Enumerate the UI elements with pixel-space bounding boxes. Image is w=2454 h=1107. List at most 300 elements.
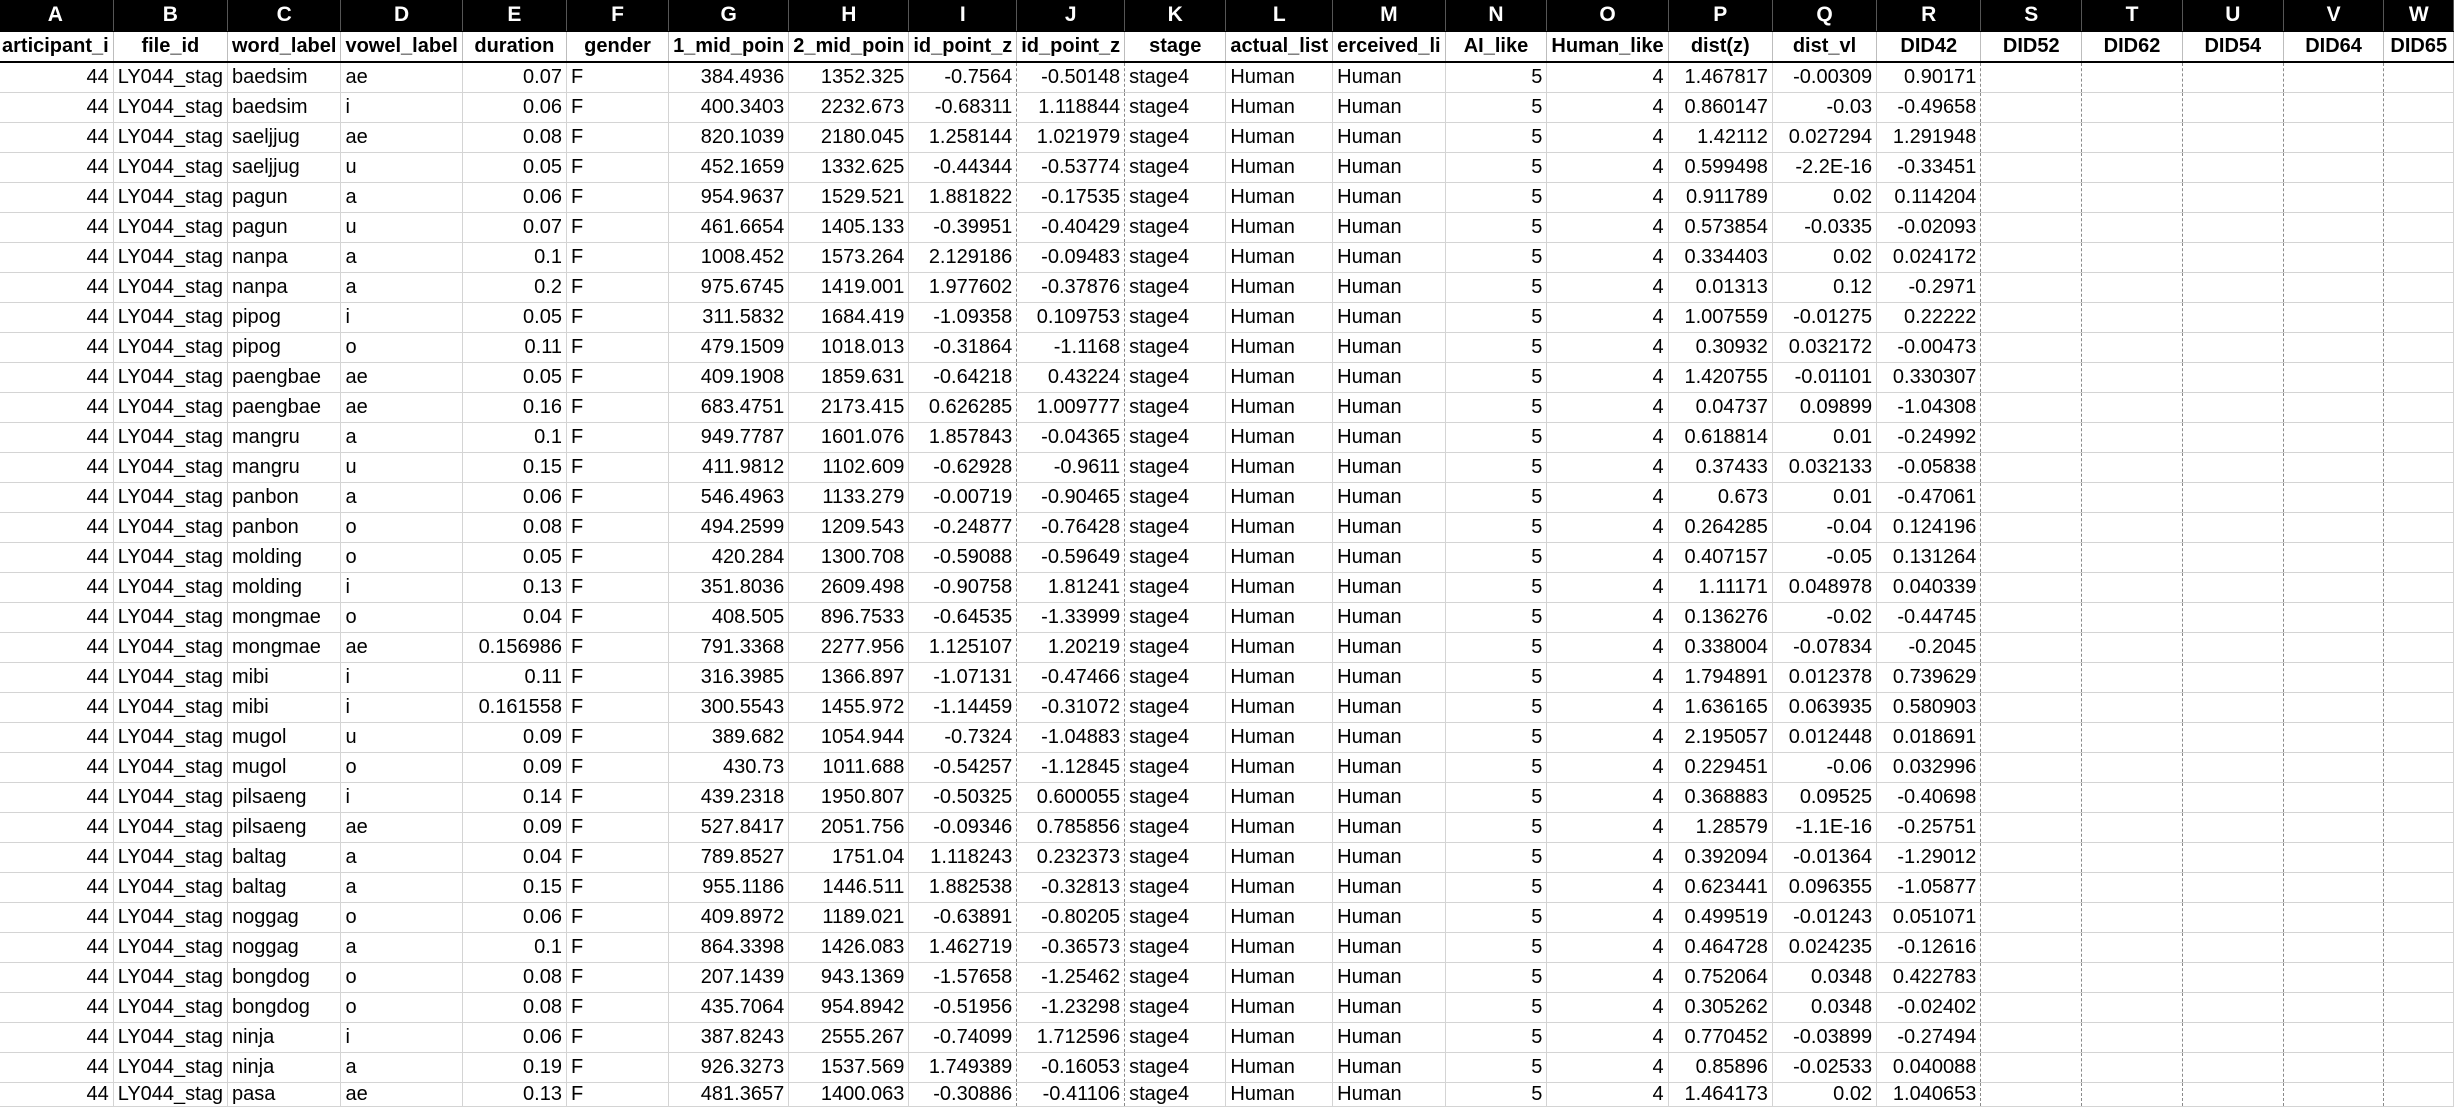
cell[interactable]: 0.785856 — [1017, 812, 1125, 842]
cell[interactable] — [2182, 992, 2283, 1022]
cell[interactable]: LY044_stag — [113, 632, 227, 662]
cell[interactable]: -2.2E-16 — [1772, 152, 1876, 182]
cell[interactable]: 0.770452 — [1668, 1022, 1772, 1052]
cell[interactable]: 0.08 — [462, 512, 566, 542]
cell[interactable]: LY044_stag — [113, 542, 227, 572]
cell[interactable]: 0.02 — [1772, 182, 1876, 212]
cell[interactable]: 1.794891 — [1668, 662, 1772, 692]
cell[interactable]: -0.24877 — [909, 512, 1017, 542]
cell[interactable]: F — [566, 182, 668, 212]
cell[interactable]: Human — [1226, 92, 1333, 122]
cell[interactable]: 409.1908 — [669, 362, 789, 392]
cell[interactable]: Human — [1226, 662, 1333, 692]
cell[interactable] — [2182, 752, 2283, 782]
cell[interactable]: Human — [1333, 632, 1445, 662]
cell[interactable]: 4 — [1547, 602, 1668, 632]
cell[interactable]: -1.12845 — [1017, 752, 1125, 782]
cell[interactable] — [2384, 722, 2454, 752]
cell[interactable]: 0.01 — [1772, 422, 1876, 452]
cell[interactable]: -0.63891 — [909, 902, 1017, 932]
cell[interactable] — [2384, 482, 2454, 512]
cell[interactable]: 5 — [1445, 512, 1547, 542]
cell[interactable] — [1981, 572, 2082, 602]
cell[interactable] — [2283, 1052, 2384, 1082]
cell[interactable]: 5 — [1445, 632, 1547, 662]
cell[interactable]: 5 — [1445, 602, 1547, 632]
cell[interactable]: baedsim — [227, 92, 340, 122]
cell[interactable]: 0.05 — [462, 362, 566, 392]
cell[interactable]: 461.6654 — [669, 212, 789, 242]
cell[interactable]: -1.33999 — [1017, 602, 1125, 632]
cell[interactable]: 955.1186 — [669, 872, 789, 902]
cell[interactable] — [2283, 242, 2384, 272]
cell[interactable]: Human — [1333, 572, 1445, 602]
cell[interactable]: stage4 — [1125, 212, 1226, 242]
cell[interactable]: 1.977602 — [909, 272, 1017, 302]
cell[interactable] — [2283, 782, 2384, 812]
cell[interactable]: -1.14459 — [909, 692, 1017, 722]
cell[interactable]: bongdog — [227, 962, 340, 992]
cell[interactable]: 481.3657 — [669, 1082, 789, 1106]
cell[interactable]: 384.4936 — [669, 62, 789, 92]
cell[interactable]: -0.40429 — [1017, 212, 1125, 242]
cell[interactable]: stage4 — [1125, 752, 1226, 782]
cell[interactable]: LY044_stag — [113, 422, 227, 452]
cell[interactable]: 5 — [1445, 272, 1547, 302]
cell[interactable] — [1981, 662, 2082, 692]
cell[interactable] — [2384, 122, 2454, 152]
cell[interactable]: o — [341, 512, 462, 542]
cell[interactable]: 1.462719 — [909, 932, 1017, 962]
cell[interactable]: Human — [1226, 182, 1333, 212]
cell[interactable]: pilsaeng — [227, 812, 340, 842]
cell[interactable]: -0.02 — [1772, 602, 1876, 632]
cell[interactable]: 2277.956 — [789, 632, 909, 662]
cell[interactable]: o — [341, 992, 462, 1022]
cell[interactable] — [2082, 92, 2183, 122]
cell[interactable]: LY044_stag — [113, 182, 227, 212]
cell[interactable] — [2283, 302, 2384, 332]
header-cell[interactable]: id_point_z — [909, 31, 1017, 62]
cell[interactable]: Human — [1333, 332, 1445, 362]
cell[interactable]: Human — [1226, 452, 1333, 482]
cell[interactable]: F — [566, 692, 668, 722]
cell[interactable]: 0.02 — [1772, 1082, 1876, 1106]
cell[interactable]: bongdog — [227, 992, 340, 1022]
cell[interactable] — [2384, 602, 2454, 632]
cell[interactable]: 5 — [1445, 452, 1547, 482]
cell[interactable]: 5 — [1445, 932, 1547, 962]
column-letter-g[interactable]: G — [669, 0, 789, 31]
cell[interactable]: LY044_stag — [113, 272, 227, 302]
cell[interactable] — [2182, 452, 2283, 482]
header-cell[interactable]: dist_vl — [1772, 31, 1876, 62]
cell[interactable]: 4 — [1547, 392, 1668, 422]
cell[interactable] — [1981, 632, 2082, 662]
cell[interactable]: 0.0348 — [1772, 962, 1876, 992]
cell[interactable]: Human — [1333, 1082, 1445, 1106]
cell[interactable]: -0.49658 — [1877, 92, 1981, 122]
cell[interactable]: 5 — [1445, 1082, 1547, 1106]
cell[interactable]: Human — [1226, 602, 1333, 632]
cell[interactable]: Human — [1226, 542, 1333, 572]
cell[interactable]: -0.64535 — [909, 602, 1017, 632]
cell[interactable]: 1.20219 — [1017, 632, 1125, 662]
cell[interactable] — [2182, 152, 2283, 182]
column-letter-j[interactable]: J — [1017, 0, 1125, 31]
cell[interactable]: 4 — [1547, 902, 1668, 932]
cell[interactable]: 527.8417 — [669, 812, 789, 842]
cell[interactable]: 2609.498 — [789, 572, 909, 602]
cell[interactable]: 5 — [1445, 302, 1547, 332]
cell[interactable] — [1981, 302, 2082, 332]
cell[interactable] — [2182, 332, 2283, 362]
cell[interactable]: 4 — [1547, 272, 1668, 302]
cell[interactable]: i — [341, 1022, 462, 1052]
cell[interactable]: 0.1 — [462, 932, 566, 962]
cell[interactable]: -0.25751 — [1877, 812, 1981, 842]
cell[interactable]: 5 — [1445, 572, 1547, 602]
cell[interactable]: 5 — [1445, 242, 1547, 272]
column-letter-l[interactable]: L — [1226, 0, 1333, 31]
cell[interactable]: 1.021979 — [1017, 122, 1125, 152]
cell[interactable]: 44 — [0, 422, 113, 452]
cell[interactable]: 1352.325 — [789, 62, 909, 92]
cell[interactable]: 2180.045 — [789, 122, 909, 152]
cell[interactable]: F — [566, 92, 668, 122]
cell[interactable]: 0.580903 — [1877, 692, 1981, 722]
cell[interactable]: -0.12616 — [1877, 932, 1981, 962]
cell[interactable]: 1405.133 — [789, 212, 909, 242]
cell[interactable]: LY044_stag — [113, 152, 227, 182]
cell[interactable]: F — [566, 452, 668, 482]
cell[interactable]: 0.37433 — [1668, 452, 1772, 482]
cell[interactable] — [2082, 992, 2183, 1022]
cell[interactable] — [2182, 392, 2283, 422]
cell[interactable] — [1981, 362, 2082, 392]
cell[interactable] — [2384, 512, 2454, 542]
cell[interactable]: stage4 — [1125, 452, 1226, 482]
cell[interactable]: 0.048978 — [1772, 572, 1876, 602]
cell[interactable]: -0.74099 — [909, 1022, 1017, 1052]
cell[interactable]: -0.80205 — [1017, 902, 1125, 932]
cell[interactable]: 4 — [1547, 452, 1668, 482]
cell[interactable]: Human — [1333, 62, 1445, 92]
cell[interactable] — [2384, 242, 2454, 272]
cell[interactable]: Human — [1333, 392, 1445, 422]
cell[interactable]: 1950.807 — [789, 782, 909, 812]
cell[interactable]: 0.04 — [462, 842, 566, 872]
cell[interactable]: 0.264285 — [1668, 512, 1772, 542]
cell[interactable]: 0.368883 — [1668, 782, 1772, 812]
cell[interactable]: a — [341, 1052, 462, 1082]
cell[interactable] — [2283, 482, 2384, 512]
cell[interactable] — [2182, 242, 2283, 272]
cell[interactable] — [2182, 872, 2283, 902]
cell[interactable]: 0.0348 — [1772, 992, 1876, 1022]
cell[interactable]: 316.3985 — [669, 662, 789, 692]
cell[interactable] — [2283, 962, 2384, 992]
header-cell[interactable]: vowel_label — [341, 31, 462, 62]
cell[interactable] — [2082, 902, 2183, 932]
cell[interactable]: 1537.569 — [789, 1052, 909, 1082]
cell[interactable]: 44 — [0, 782, 113, 812]
cell[interactable]: pagun — [227, 182, 340, 212]
cell[interactable]: 2232.673 — [789, 92, 909, 122]
cell[interactable]: paengbae — [227, 392, 340, 422]
column-letter-u[interactable]: U — [2182, 0, 2283, 31]
cell[interactable]: 0.19 — [462, 1052, 566, 1082]
cell[interactable] — [2384, 1022, 2454, 1052]
cell[interactable] — [1981, 692, 2082, 722]
cell[interactable]: 0.407157 — [1668, 542, 1772, 572]
cell[interactable]: Human — [1333, 842, 1445, 872]
cell[interactable]: 4 — [1547, 872, 1668, 902]
cell[interactable]: stage4 — [1125, 542, 1226, 572]
cell[interactable] — [1981, 212, 2082, 242]
cell[interactable]: -0.62928 — [909, 452, 1017, 482]
cell[interactable]: 1.125107 — [909, 632, 1017, 662]
cell[interactable] — [2082, 782, 2183, 812]
cell[interactable]: LY044_stag — [113, 332, 227, 362]
column-letter-r[interactable]: R — [1877, 0, 1981, 31]
cell[interactable] — [1981, 392, 2082, 422]
cell[interactable]: 5 — [1445, 752, 1547, 782]
cell[interactable]: Human — [1333, 932, 1445, 962]
cell[interactable]: 0.14 — [462, 782, 566, 812]
cell[interactable] — [2182, 362, 2283, 392]
cell[interactable]: 0.15 — [462, 872, 566, 902]
cell[interactable] — [2283, 152, 2384, 182]
cell[interactable]: stage4 — [1125, 302, 1226, 332]
cell[interactable]: 4 — [1547, 122, 1668, 152]
cell[interactable]: 44 — [0, 362, 113, 392]
cell[interactable]: 791.3368 — [669, 632, 789, 662]
cell[interactable]: F — [566, 512, 668, 542]
cell[interactable]: 0.06 — [462, 1022, 566, 1052]
cell[interactable]: 0.04 — [462, 602, 566, 632]
cell[interactable] — [2384, 932, 2454, 962]
cell[interactable]: stage4 — [1125, 962, 1226, 992]
cell[interactable]: 44 — [0, 542, 113, 572]
cell[interactable]: 0.027294 — [1772, 122, 1876, 152]
cell[interactable] — [2283, 632, 2384, 662]
cell[interactable] — [1981, 332, 2082, 362]
cell[interactable]: mongmae — [227, 632, 340, 662]
cell[interactable]: 1300.708 — [789, 542, 909, 572]
cell[interactable]: Human — [1333, 1052, 1445, 1082]
cell[interactable]: 0.623441 — [1668, 872, 1772, 902]
header-cell[interactable]: DID62 — [2082, 31, 2183, 62]
cell[interactable]: F — [566, 362, 668, 392]
cell[interactable] — [2082, 1082, 2183, 1106]
cell[interactable]: 44 — [0, 662, 113, 692]
cell[interactable] — [2384, 302, 2454, 332]
cell[interactable]: 0.08 — [462, 122, 566, 152]
cell[interactable]: LY044_stag — [113, 812, 227, 842]
header-cell[interactable]: id_point_z — [1017, 31, 1125, 62]
cell[interactable] — [2384, 752, 2454, 782]
cell[interactable]: 5 — [1445, 1052, 1547, 1082]
cell[interactable]: i — [341, 692, 462, 722]
cell[interactable]: 5 — [1445, 182, 1547, 212]
cell[interactable]: 0.136276 — [1668, 602, 1772, 632]
cell[interactable]: F — [566, 122, 668, 152]
cell[interactable]: Human — [1333, 422, 1445, 452]
cell[interactable]: 1.464173 — [1668, 1082, 1772, 1106]
cell[interactable]: 44 — [0, 602, 113, 632]
cell[interactable]: F — [566, 932, 668, 962]
cell[interactable]: F — [566, 812, 668, 842]
cell[interactable]: 5 — [1445, 92, 1547, 122]
header-cell[interactable]: stage — [1125, 31, 1226, 62]
cell[interactable]: 0.09899 — [1772, 392, 1876, 422]
cell[interactable]: ae — [341, 362, 462, 392]
cell[interactable]: nanpa — [227, 272, 340, 302]
cell[interactable]: i — [341, 572, 462, 602]
cell[interactable]: o — [341, 902, 462, 932]
cell[interactable] — [2182, 932, 2283, 962]
cell[interactable]: 5 — [1445, 902, 1547, 932]
cell[interactable]: -0.31072 — [1017, 692, 1125, 722]
cell[interactable]: 4 — [1547, 302, 1668, 332]
cell[interactable]: stage4 — [1125, 62, 1226, 92]
header-cell[interactable]: DID54 — [2182, 31, 2283, 62]
cell[interactable]: 1.11171 — [1668, 572, 1772, 602]
cell[interactable]: 0.673 — [1668, 482, 1772, 512]
cell[interactable]: 0.109753 — [1017, 302, 1125, 332]
cell[interactable]: 0.06 — [462, 482, 566, 512]
cell[interactable]: a — [341, 842, 462, 872]
cell[interactable] — [2283, 1022, 2384, 1052]
cell[interactable]: a — [341, 872, 462, 902]
cell[interactable]: 4 — [1547, 752, 1668, 782]
cell[interactable]: ae — [341, 62, 462, 92]
cell[interactable]: 44 — [0, 902, 113, 932]
cell[interactable]: 479.1509 — [669, 332, 789, 362]
cell[interactable] — [2384, 1082, 2454, 1106]
cell[interactable]: 1.118844 — [1017, 92, 1125, 122]
cell[interactable]: ae — [341, 122, 462, 152]
cell[interactable]: 44 — [0, 302, 113, 332]
header-cell[interactable]: duration — [462, 31, 566, 62]
cell[interactable] — [2283, 92, 2384, 122]
cell[interactable]: 1601.076 — [789, 422, 909, 452]
cell[interactable]: Human — [1333, 362, 1445, 392]
header-cell[interactable]: 2_mid_poin — [789, 31, 909, 62]
cell[interactable] — [1981, 482, 2082, 512]
cell[interactable]: Human — [1333, 992, 1445, 1022]
cell[interactable]: pilsaeng — [227, 782, 340, 812]
cell[interactable] — [2082, 812, 2183, 842]
cell[interactable]: -0.9611 — [1017, 452, 1125, 482]
cell[interactable]: 0.626285 — [909, 392, 1017, 422]
cell[interactable] — [2384, 662, 2454, 692]
cell[interactable] — [2082, 482, 2183, 512]
cell[interactable] — [2082, 362, 2183, 392]
cell[interactable]: 1573.264 — [789, 242, 909, 272]
cell[interactable] — [2182, 782, 2283, 812]
cell[interactable] — [2182, 662, 2283, 692]
cell[interactable]: o — [341, 542, 462, 572]
cell[interactable] — [1981, 182, 2082, 212]
cell[interactable]: 44 — [0, 632, 113, 662]
cell[interactable]: 0.739629 — [1877, 662, 1981, 692]
cell[interactable]: 0.156986 — [462, 632, 566, 662]
cell[interactable] — [2182, 122, 2283, 152]
cell[interactable] — [2283, 902, 2384, 932]
cell[interactable]: stage4 — [1125, 572, 1226, 602]
cell[interactable] — [1981, 242, 2082, 272]
cell[interactable] — [1981, 152, 2082, 182]
cell[interactable]: LY044_stag — [113, 962, 227, 992]
cell[interactable]: F — [566, 872, 668, 902]
cell[interactable]: saeljjug — [227, 152, 340, 182]
cell[interactable]: -0.50325 — [909, 782, 1017, 812]
cell[interactable]: 2173.415 — [789, 392, 909, 422]
cell[interactable]: 0.05 — [462, 302, 566, 332]
cell[interactable] — [1981, 872, 2082, 902]
cell[interactable]: -0.44745 — [1877, 602, 1981, 632]
cell[interactable]: 1.42112 — [1668, 122, 1772, 152]
cell[interactable]: 0.05 — [462, 542, 566, 572]
cell[interactable]: Human — [1333, 782, 1445, 812]
cell[interactable] — [2283, 542, 2384, 572]
cell[interactable]: 5 — [1445, 842, 1547, 872]
cell[interactable]: 5 — [1445, 482, 1547, 512]
cell[interactable]: 0.392094 — [1668, 842, 1772, 872]
cell[interactable]: 1419.001 — [789, 272, 909, 302]
cell[interactable]: Human — [1333, 152, 1445, 182]
cell[interactable]: 44 — [0, 62, 113, 92]
cell[interactable]: 0.334403 — [1668, 242, 1772, 272]
cell[interactable]: Human — [1226, 812, 1333, 842]
cell[interactable]: -1.1E-16 — [1772, 812, 1876, 842]
cell[interactable]: i — [341, 302, 462, 332]
cell[interactable] — [2283, 872, 2384, 902]
cell[interactable]: 44 — [0, 182, 113, 212]
cell[interactable] — [2384, 962, 2454, 992]
cell[interactable]: LY044_stag — [113, 302, 227, 332]
cell[interactable]: 0.422783 — [1877, 962, 1981, 992]
cell[interactable]: -0.05838 — [1877, 452, 1981, 482]
cell[interactable]: -0.44344 — [909, 152, 1017, 182]
cell[interactable] — [2384, 332, 2454, 362]
cell[interactable]: i — [341, 662, 462, 692]
cell[interactable]: 1.749389 — [909, 1052, 1017, 1082]
cell[interactable]: 4 — [1547, 242, 1668, 272]
cell[interactable] — [2082, 242, 2183, 272]
cell[interactable]: -0.39951 — [909, 212, 1017, 242]
cell[interactable]: 44 — [0, 152, 113, 182]
cell[interactable]: F — [566, 902, 668, 932]
cell[interactable]: 44 — [0, 572, 113, 602]
cell[interactable] — [2283, 722, 2384, 752]
cell[interactable]: stage4 — [1125, 992, 1226, 1022]
cell[interactable]: stage4 — [1125, 422, 1226, 452]
cell[interactable]: 439.2318 — [669, 782, 789, 812]
cell[interactable]: -1.04883 — [1017, 722, 1125, 752]
cell[interactable]: 5 — [1445, 422, 1547, 452]
cell[interactable]: ae — [341, 1082, 462, 1106]
cell[interactable]: 494.2599 — [669, 512, 789, 542]
cell[interactable]: F — [566, 212, 668, 242]
cell[interactable]: 351.8036 — [669, 572, 789, 602]
cell[interactable]: paengbae — [227, 362, 340, 392]
cell[interactable] — [1981, 92, 2082, 122]
cell[interactable]: Human — [1226, 992, 1333, 1022]
cell[interactable] — [1981, 122, 2082, 152]
